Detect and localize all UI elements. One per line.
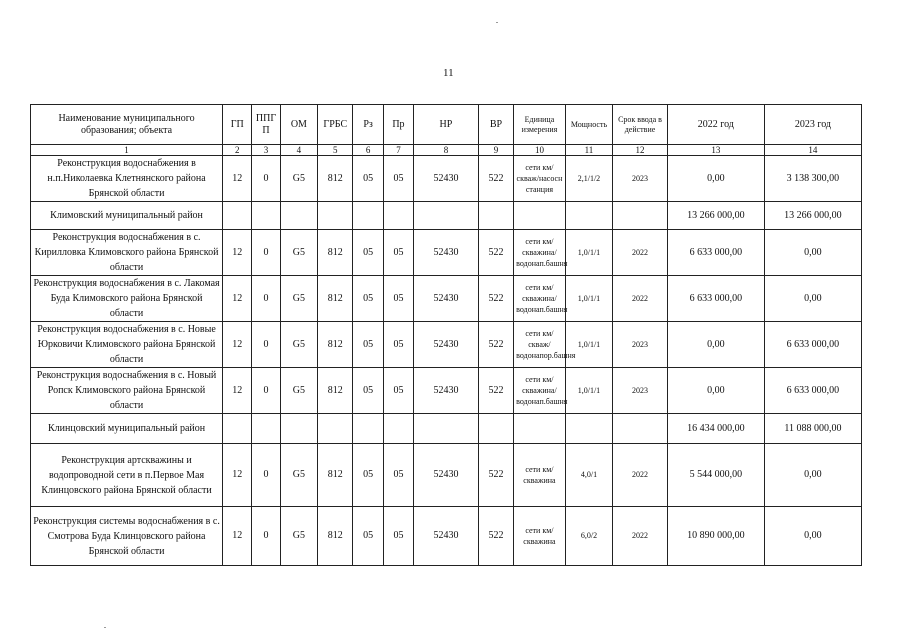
object-name: Реконструкция системы водоснабжения в с. Смотрова Буда Клинцовского района Брянской области [31, 507, 223, 566]
column-number: 5 [318, 145, 353, 156]
header-row [31, 105, 862, 145]
municipality-name: Климовский муниципальный район [31, 202, 223, 230]
cell-pr: 05 [383, 322, 413, 368]
cell-vr: 522 [478, 368, 513, 414]
cell-nr: 52430 [414, 444, 479, 507]
cell-2022: 0,00 [667, 368, 764, 414]
column-number-row [31, 145, 862, 156]
object-name: Реконструкция водоснабжения в с. Новые Юрковичи Климовского района Брянской области [31, 322, 223, 368]
cell-gp: 12 [223, 368, 252, 414]
col-header-vr: ВР [478, 105, 513, 145]
cell-deadline: 2023 [613, 156, 668, 202]
cell-2023: 0,00 [764, 444, 861, 507]
cell-deadline: 2022 [613, 276, 668, 322]
cell-om: G5 [280, 230, 317, 276]
cell-ppgp: 0 [252, 444, 280, 507]
column-number: 4 [280, 145, 317, 156]
cell-deadline: 2023 [613, 322, 668, 368]
cell-pr: 05 [383, 507, 413, 566]
column-number: 10 [514, 145, 566, 156]
column-number: 2 [223, 145, 252, 156]
cell-grbs: 812 [318, 368, 353, 414]
cell-power: 1,0/1/1 [565, 230, 613, 276]
column-number: 13 [667, 145, 764, 156]
cell-vr: 522 [478, 444, 513, 507]
table-row [31, 444, 862, 507]
cell-vr: 522 [478, 322, 513, 368]
col-header-2022: 2022 год [667, 105, 764, 145]
cell-ppgp: 0 [252, 507, 280, 566]
object-name: Реконструкция водоснабжения в с. Лакомая Буда Климовского района Брянской области [31, 276, 223, 322]
cell-vr: 522 [478, 276, 513, 322]
cell-rz: 05 [353, 368, 383, 414]
cell-2023: 0,00 [764, 507, 861, 566]
table-row [31, 230, 862, 276]
cell-ppgp: 0 [252, 368, 280, 414]
cell-unit: сети км/скважина/водонап.башня [514, 368, 566, 414]
column-number: 6 [353, 145, 383, 156]
cell-pr: 05 [383, 230, 413, 276]
cell-ppgp: 0 [252, 156, 280, 202]
column-number: 14 [764, 145, 861, 156]
cell-unit: сети км/скваж/водонапор.башня [514, 322, 566, 368]
column-number: 12 [613, 145, 668, 156]
cell-om: G5 [280, 322, 317, 368]
cell-2022: 5 544 000,00 [667, 444, 764, 507]
cell-rz: 05 [353, 230, 383, 276]
cell-2022: 0,00 [667, 322, 764, 368]
col-header-unit: Единица измерения [514, 105, 566, 145]
cell-ppgp: 0 [252, 230, 280, 276]
cell-deadline: 2022 [613, 507, 668, 566]
col-header-name: Наименование муниципального образования; объекта [31, 105, 223, 145]
column-number: 9 [478, 145, 513, 156]
cell-deadline: 2022 [613, 230, 668, 276]
object-name: Реконструкция водоснабжения в с. Кирилловка Климовского района Брянской области [31, 230, 223, 276]
table-row [31, 322, 862, 368]
cell-2023: 6 633 000,00 [764, 322, 861, 368]
municipality-row [31, 414, 862, 444]
col-header-deadline: Срок ввода в действие [613, 105, 668, 145]
cell-om: G5 [280, 507, 317, 566]
scan-speck [104, 627, 106, 628]
municipality-2022-total: 16 434 000,00 [667, 414, 764, 444]
cell-grbs: 812 [318, 276, 353, 322]
cell-power: 2,1/1/2 [565, 156, 613, 202]
cell-grbs: 812 [318, 156, 353, 202]
municipality-2023-total: 13 266 000,00 [764, 202, 861, 230]
cell-ppgp: 0 [252, 322, 280, 368]
cell-rz: 05 [353, 156, 383, 202]
cell-om: G5 [280, 276, 317, 322]
cell-2023: 0,00 [764, 276, 861, 322]
cell-unit: сети км/скважина [514, 444, 566, 507]
cell-nr: 52430 [414, 322, 479, 368]
cell-nr: 52430 [414, 368, 479, 414]
cell-power: 1,0/1/1 [565, 368, 613, 414]
cell-nr: 52430 [414, 156, 479, 202]
cell-gp: 12 [223, 322, 252, 368]
cell-gp: 12 [223, 230, 252, 276]
cell-rz: 05 [353, 276, 383, 322]
cell-power: 1,0/1/1 [565, 276, 613, 322]
cell-rz: 05 [353, 444, 383, 507]
municipality-row [31, 202, 862, 230]
cell-grbs: 812 [318, 322, 353, 368]
col-header-om: ОМ [280, 105, 317, 145]
table-row [31, 368, 862, 414]
cell-grbs: 812 [318, 507, 353, 566]
cell-vr: 522 [478, 156, 513, 202]
cell-2023: 0,00 [764, 230, 861, 276]
cell-unit: сети км/скважина/водонап.башня [514, 230, 566, 276]
col-header-rz: Рз [353, 105, 383, 145]
cell-nr: 52430 [414, 507, 479, 566]
cell-vr: 522 [478, 230, 513, 276]
table-row [31, 276, 862, 322]
col-header-ppgp: ППГП [252, 105, 280, 145]
cell-deadline: 2022 [613, 444, 668, 507]
cell-unit: сети км/скважина/водонап.башня [514, 276, 566, 322]
municipality-2022-total: 13 266 000,00 [667, 202, 764, 230]
cell-gp: 12 [223, 276, 252, 322]
column-number: 3 [252, 145, 280, 156]
cell-pr: 05 [383, 156, 413, 202]
cell-pr: 05 [383, 368, 413, 414]
cell-2022: 0,00 [667, 156, 764, 202]
cell-pr: 05 [383, 444, 413, 507]
cell-2023: 6 633 000,00 [764, 368, 861, 414]
cell-om: G5 [280, 368, 317, 414]
table-row [31, 507, 862, 566]
object-name: Реконструкция водоснабжения в н.п.Николаевка Клетнянского района Брянской области [31, 156, 223, 202]
col-header-2023: 2023 год [764, 105, 861, 145]
budget-table [30, 104, 862, 566]
cell-2022: 10 890 000,00 [667, 507, 764, 566]
cell-2023: 3 138 300,00 [764, 156, 861, 202]
col-header-grbs: ГРБС [318, 105, 353, 145]
cell-unit: сети км/скважина [514, 507, 566, 566]
column-number: 1 [31, 145, 223, 156]
municipality-name: Клинцовский муниципальный район [31, 414, 223, 444]
cell-2022: 6 633 000,00 [667, 230, 764, 276]
cell-nr: 52430 [414, 230, 479, 276]
cell-grbs: 812 [318, 444, 353, 507]
cell-grbs: 812 [318, 230, 353, 276]
object-name: Реконструкция водоснабжения в с. Новый Ропск Климовского района Брянской области [31, 368, 223, 414]
cell-gp: 12 [223, 156, 252, 202]
page-number: 11 [443, 67, 454, 79]
cell-vr: 522 [478, 507, 513, 566]
object-name: Реконструкция артскважины и водопроводной сети в п.Первое Мая Клинцовского района Брянской области [31, 444, 223, 507]
column-number: 11 [565, 145, 613, 156]
cell-rz: 05 [353, 322, 383, 368]
cell-rz: 05 [353, 507, 383, 566]
cell-om: G5 [280, 156, 317, 202]
column-number: 8 [414, 145, 479, 156]
cell-power: 6,0/2 [565, 507, 613, 566]
cell-ppgp: 0 [252, 276, 280, 322]
col-header-pr: Пр [383, 105, 413, 145]
col-header-gp: ГП [223, 105, 252, 145]
cell-pr: 05 [383, 276, 413, 322]
col-header-power: Мощность [565, 105, 613, 145]
cell-power: 1,0/1/1 [565, 322, 613, 368]
column-number: 7 [383, 145, 413, 156]
col-header-nr: НР [414, 105, 479, 145]
cell-unit: сети км/скваж/насосн станция [514, 156, 566, 202]
cell-om: G5 [280, 444, 317, 507]
cell-2022: 6 633 000,00 [667, 276, 764, 322]
cell-nr: 52430 [414, 276, 479, 322]
cell-gp: 12 [223, 507, 252, 566]
municipality-2023-total: 11 088 000,00 [764, 414, 861, 444]
cell-gp: 12 [223, 444, 252, 507]
table-row [31, 156, 862, 202]
scan-speck [496, 22, 498, 23]
cell-power: 4,0/1 [565, 444, 613, 507]
cell-deadline: 2023 [613, 368, 668, 414]
